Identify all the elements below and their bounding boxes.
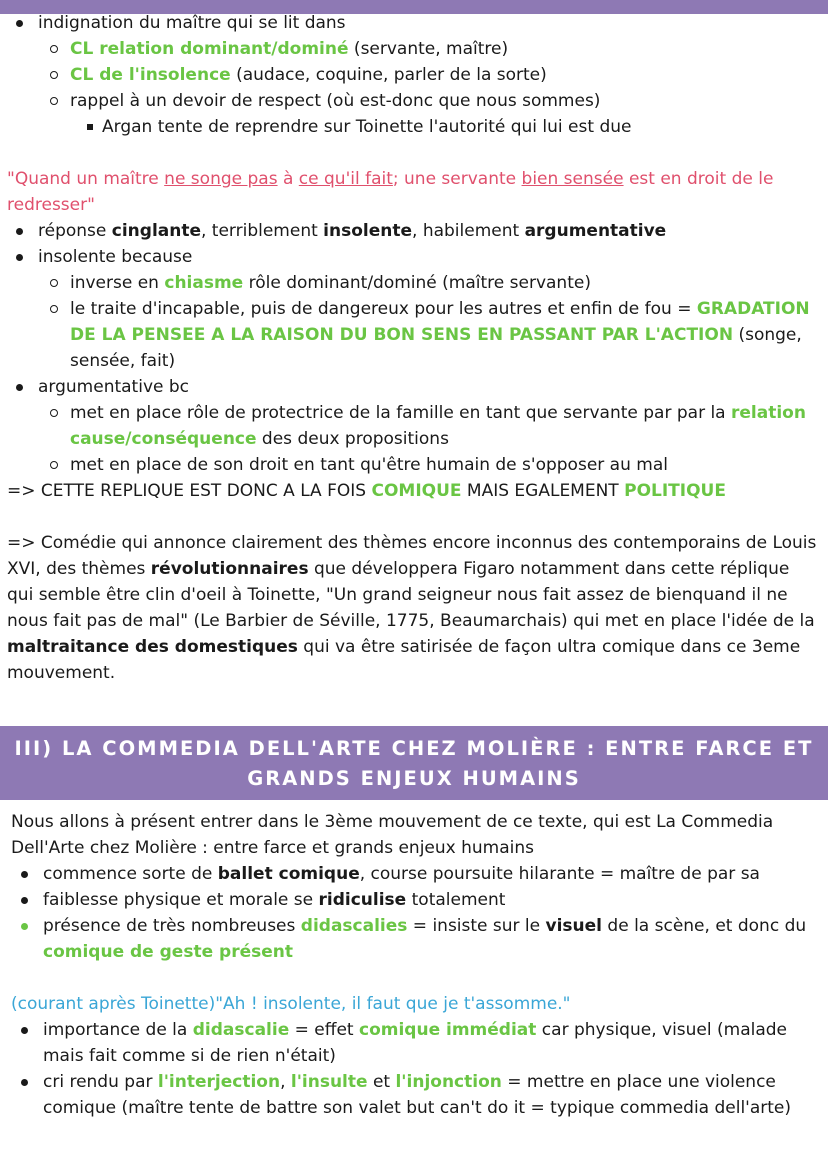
list-item: faiblesse physique et morale se ridiculise totalement	[0, 887, 820, 913]
reply-analysis-list	[0, 218, 820, 478]
bullet-dot-icon	[21, 1027, 28, 1034]
indignation-list	[0, 10, 820, 140]
bullet-circle-icon	[50, 45, 58, 53]
list-item: présence de très nombreuses didascalies = insiste sur le visuel de la scène, et donc du comique de geste présent	[0, 913, 820, 965]
highlight-term: CL relation dominant/dominé	[70, 39, 349, 59]
bullet-circle-icon	[50, 409, 58, 417]
section-heading-line: III) LA COMMEDIA DELL'ARTE CHEZ MOLIÈRE : ENTRE FARCE ET	[14, 737, 814, 760]
bullet-circle-icon	[50, 279, 58, 287]
commedia-list	[0, 861, 820, 965]
list-item: commence sorte de ballet comique, course poursuite hilarante = maître de par sa	[0, 861, 820, 887]
list-item: cri rendu par l'interjection, l'insulte et l'injonction = mettre en place une violence comique (maître tente de battre son valet but can't do it = typique commedia dell'arte)	[0, 1069, 820, 1121]
bullet-square-icon	[87, 124, 93, 130]
list-item: Argan tente de reprendre sur Toinette l'autorité qui lui est due	[0, 114, 820, 140]
bullet-dot-icon	[21, 923, 28, 930]
quote-argan: (courant après Toinette)"Ah ! insolente, il faut que je t'assomme."	[11, 994, 571, 1014]
bullet-dot-icon	[16, 20, 23, 27]
comedy-paragraph: => Comédie qui annonce clairement des thèmes encore inconnus des contemporains de Louis XVI, des thèmes révolutionnaires que développera Figaro notamment dans cette réplique qui semble être clin d'oeil à Toinette, "Un grand seigneur nous fait assez de bienquand il ne nous fait pas de mal" (Le Barbier de Séville, 1775, Beaumarchais) qui met en place l'idée de la maltraitance des domestiques qui va être satirisée de façon ultra comique dans ce 3eme mouvement.	[7, 533, 817, 683]
list-item: insolente because	[0, 244, 820, 270]
bullet-dot-icon	[21, 897, 28, 904]
bullet-circle-icon	[50, 305, 58, 313]
list-item: rappel à un devoir de respect (où est-donc que nous sommes)	[0, 88, 820, 114]
quote-analysis-list	[0, 1017, 820, 1121]
list-item: met en place rôle de protectrice de la famille en tant que servante par par la relation cause/conséquence des deux propositions	[0, 400, 820, 452]
bullet-circle-icon	[50, 461, 58, 469]
list-item: le traite d'incapable, puis de dangereux pour les autres et enfin de fou = GRADATION DE LA PENSEE A LA RAISON DU BON SENS EN PASSANT PAR L'ACTION (songe, sensée, fait)	[0, 296, 820, 374]
bullet-dot-icon	[21, 871, 28, 878]
list-item: met en place de son droit en tant qu'être humain de s'opposer au mal	[0, 452, 820, 478]
bullet-dot-icon	[16, 254, 23, 261]
list-item: CL de l'insolence (audace, coquine, parler de la sorte)	[0, 62, 820, 88]
bullet-dot-icon	[21, 1079, 28, 1086]
highlight-term: CL de l'insolence	[70, 65, 231, 85]
list-item: indignation du maître qui se lit dans	[0, 10, 820, 36]
list-item: argumentative bc	[0, 374, 820, 400]
analysis-section	[0, 10, 820, 686]
intro-paragraph: Nous allons à présent entrer dans le 3ème mouvement de ce texte, qui est La Commedia Dell'Arte chez Molière : entre farce et grands enjeux humains	[11, 812, 774, 858]
section-heading-line: GRANDS ENJEUX HUMAINS	[247, 767, 581, 790]
list-item: inverse en chiasme rôle dominant/dominé (maître servante)	[0, 270, 820, 296]
bullet-dot-icon	[16, 228, 23, 235]
conclusion-line: => CETTE REPLIQUE EST DONC A LA FOIS COMIQUE MAIS EGALEMENT POLITIQUE	[7, 481, 726, 501]
list-item: réponse cinglante, terriblement insolente, habilement argumentative	[0, 218, 820, 244]
commedia-section	[0, 809, 820, 1121]
quote-toinette: "Quand un maître ne songe pas à ce qu'il fait; une servante bien sensée est en droit de le redresser"	[7, 169, 774, 215]
section-heading-banner	[0, 726, 828, 800]
bullet-dot-icon	[16, 384, 23, 391]
list-item: importance de la didascalie = effet comique immédiat car physique, visuel (malade mais fait comme si de rien n'était)	[0, 1017, 820, 1069]
list-item: CL relation dominant/dominé (servante, maître)	[0, 36, 820, 62]
bullet-circle-icon	[50, 71, 58, 79]
bullet-circle-icon	[50, 97, 58, 105]
